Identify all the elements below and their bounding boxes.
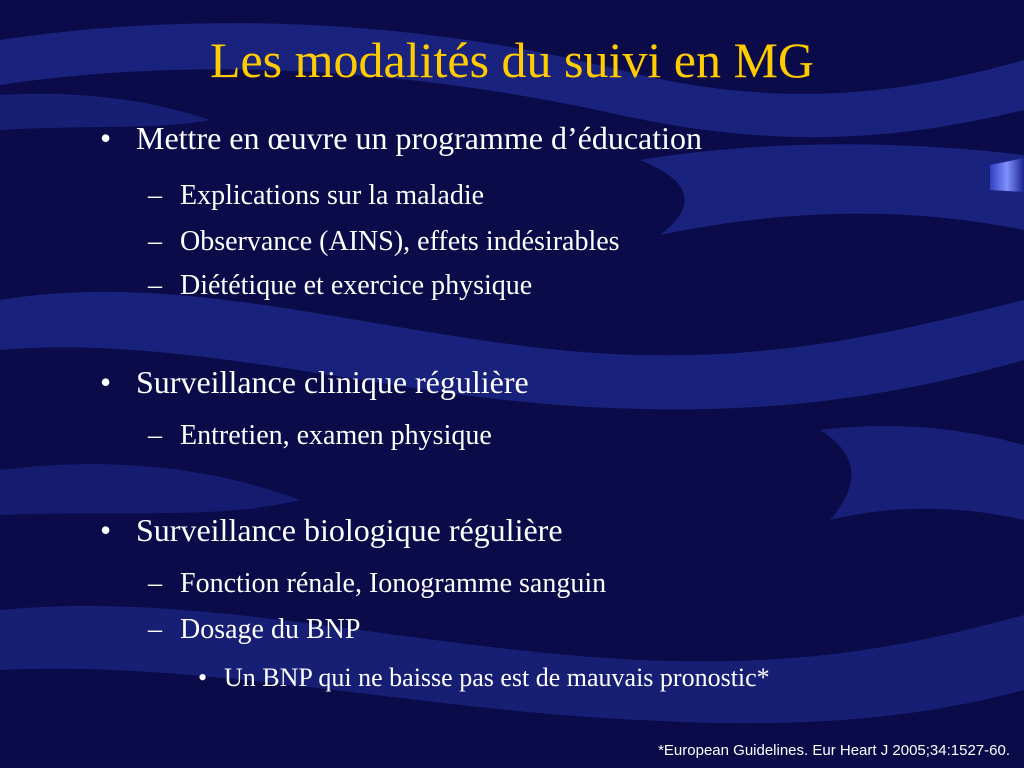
dash-marker: – (148, 226, 162, 257)
sub-sub-bullet-item (198, 662, 770, 694)
footnote-reference: *European Guidelines. Eur Heart J 2005;34:1527-60. (658, 742, 1010, 759)
sub-bullet-item (148, 268, 532, 304)
sub-bullet-item (148, 418, 492, 454)
sub-sub-bullet-text: Un BNP qui ne baisse pas est de mauvais pronostic* (224, 663, 770, 692)
bullet-text: Mettre en œuvre un programme d’éducation (136, 120, 703, 156)
sub-bullet-text: Fonction rénale, Ionogramme sanguin (180, 568, 607, 599)
sub-bullet-text: Entretien, examen physique (180, 420, 492, 451)
dash-marker: – (148, 180, 162, 211)
sub-bullet-item (148, 566, 606, 602)
bullet-item (100, 118, 702, 158)
bullet-text: Surveillance clinique régulière (136, 364, 529, 400)
dash-marker: – (148, 270, 162, 301)
bullet-marker: • (100, 120, 112, 156)
bullet-item (100, 510, 563, 550)
sub-bullet-text: Diététique et exercice physique (180, 270, 533, 301)
sub-bullet-text: Observance (AINS), effets indésirables (180, 226, 620, 257)
dash-marker: – (148, 568, 162, 599)
dash-marker: – (148, 614, 162, 645)
sub-bullet-text: Explications sur la maladie (180, 180, 485, 211)
sub-bullet-item (148, 612, 360, 648)
bullet-text: Surveillance biologique régulière (136, 512, 563, 548)
bullet-marker: • (100, 364, 112, 400)
bullet-item (100, 362, 529, 402)
sub-bullet-text: Dosage du BNP (180, 614, 361, 645)
sub-bullet-item (148, 224, 620, 260)
slide-title: Les modalités du suivi en MG (209, 32, 815, 88)
dash-marker: – (148, 420, 162, 451)
sub-bullet-item (148, 178, 484, 214)
bullet-marker: • (198, 663, 208, 692)
bullet-marker: • (100, 512, 112, 548)
